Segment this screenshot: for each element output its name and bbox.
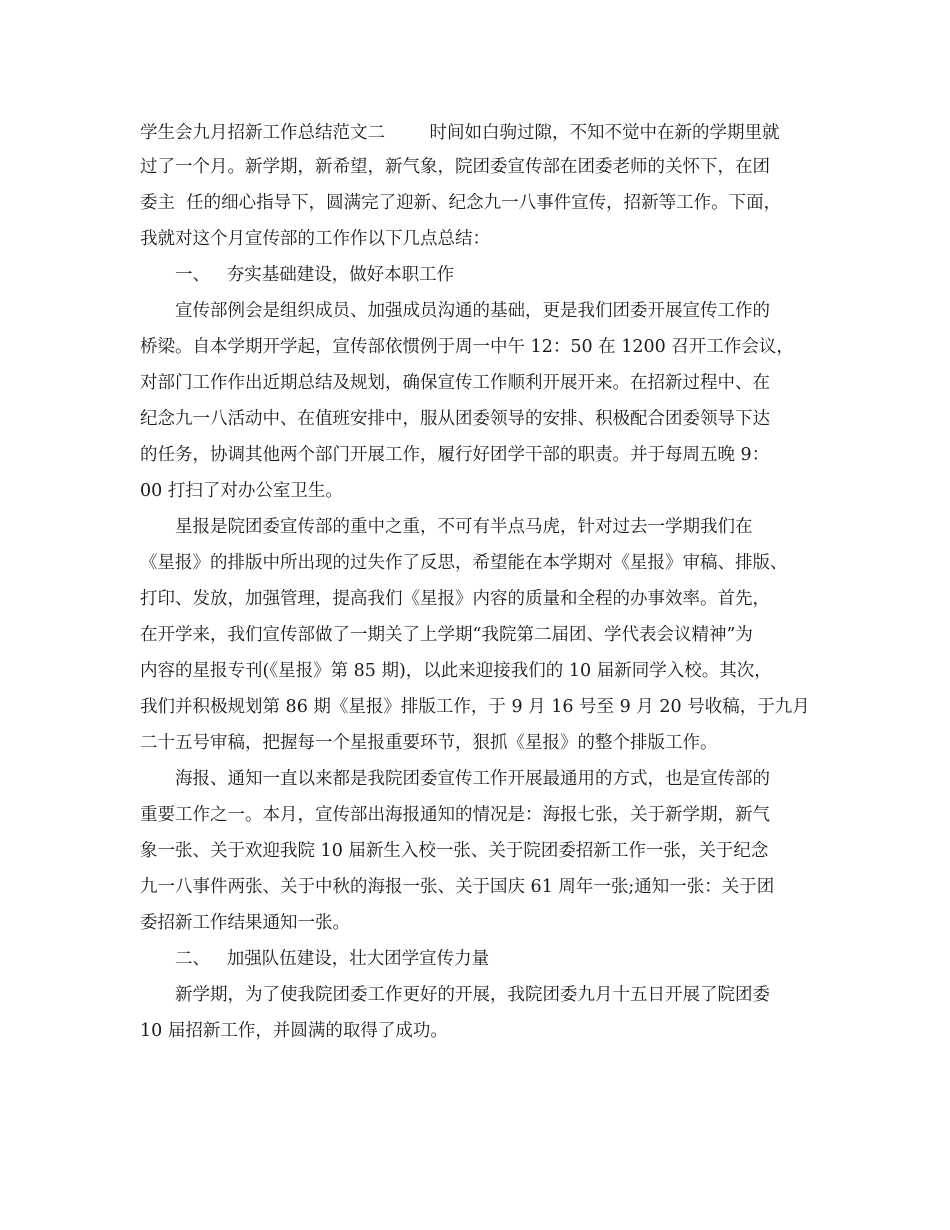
paragraph-line: 新学期，为了使我院团委工作更好的开展，我院团委九月十五日开展了院团委: [175, 985, 770, 1005]
paragraph-line: 重要工作之一。本月，宣传部出海报通知的情况是：海报七张，关于新学期，新气: [140, 805, 770, 825]
paragraph-line: 我们并积极规划第 86 期《星报》排版工作，于 9 月 16 号至 9 月 20 号收稿，于九月: [140, 697, 810, 717]
paragraph-line: 过了一个月。新学期，新希望，新气象，院团委宣传部在团委老师的关怀下，在团: [140, 157, 770, 177]
paragraph-line: 内容的星报专刊(《星报》第 85 期)，以此来迎接我们的 10 届新同学入校。其次，: [140, 661, 772, 681]
paragraph-line: 宣传部例会是组织成员、加强成员沟通的基础，更是我们团委开展宣传工作的: [175, 301, 770, 321]
paragraph-line: 二十五号审稿，把握每一个星报重要环节，狠抓《星报》的整个排版工作。: [140, 733, 718, 753]
paragraph-line: 在开学来，我们宣传部做了一期关了上学期“我院第二届团、学代表会议精神”为: [140, 625, 753, 645]
paragraph-line: 10 届招新工作，并圆满的取得了成功。: [140, 1021, 448, 1041]
paragraph-line: 《星报》的排版中所出现的过失作了反思，希望能在本学期对《星报》审稿、排版、: [140, 553, 788, 573]
paragraph-line: 星报是院团委宣传部的重中之重，不可有半点马虎，针对过去一学期我们在: [175, 517, 753, 537]
paragraph-line: 对部门工作作出近期总结及规划，确保宣传工作顺利开展开来。在招新过程中、在: [140, 373, 770, 393]
paragraph-line: 象一张、关于欢迎我院 10 届新生入校一张、关于院团委招新工作一张，关于纪念: [140, 841, 769, 861]
paragraph-line: 海报、通知一直以来都是我院团委宣传工作开展最通用的方式，也是宣传部的: [175, 769, 770, 789]
paragraph-line: 桥梁。自本学期开学起，宣传部依惯例于周一中午 12：50 在 1200 召开工作会议，: [140, 337, 794, 357]
paragraph-line: 纪念九一八活动中、在值班安排中，服从团委领导的安排、积极配合团委领导下达: [140, 409, 770, 429]
paragraph-line: 00 打扫了对办公室卫生。: [140, 481, 343, 501]
section-heading: 二、 加强队伍建设，壮大团学宣传力量: [175, 949, 490, 969]
paragraph-line: 委招新工作结果通知一张。: [140, 913, 350, 933]
paragraph-line: 委主 任的细心指导下，圆满完了迎新、纪念九一八事件宣传，招新等工作。下面，: [140, 193, 782, 213]
paragraph-line: 打印、发放，加强管理，提高我们《星报》内容的质量和全程的办事效率。首先，: [140, 589, 770, 609]
section-heading: 一、 夯实基础建设，做好本职工作: [175, 265, 455, 285]
paragraph-line: 九一八事件两张、关于中秋的海报一张、关于国庆 61 周年一张;通知一张：关于团: [140, 877, 775, 897]
paragraph-line: 的任务，协调其他两个部门开展工作，履行好团学干部的职责。并于每周五晚 9：: [140, 445, 770, 465]
paragraph-line: 我就对这个月宣传部的工作作以下几点总结：: [140, 229, 490, 249]
paragraph-line: 学生会九月招新工作总结范文二 时间如白驹过隙，不知不觉中在新的学期里就: [140, 123, 780, 143]
